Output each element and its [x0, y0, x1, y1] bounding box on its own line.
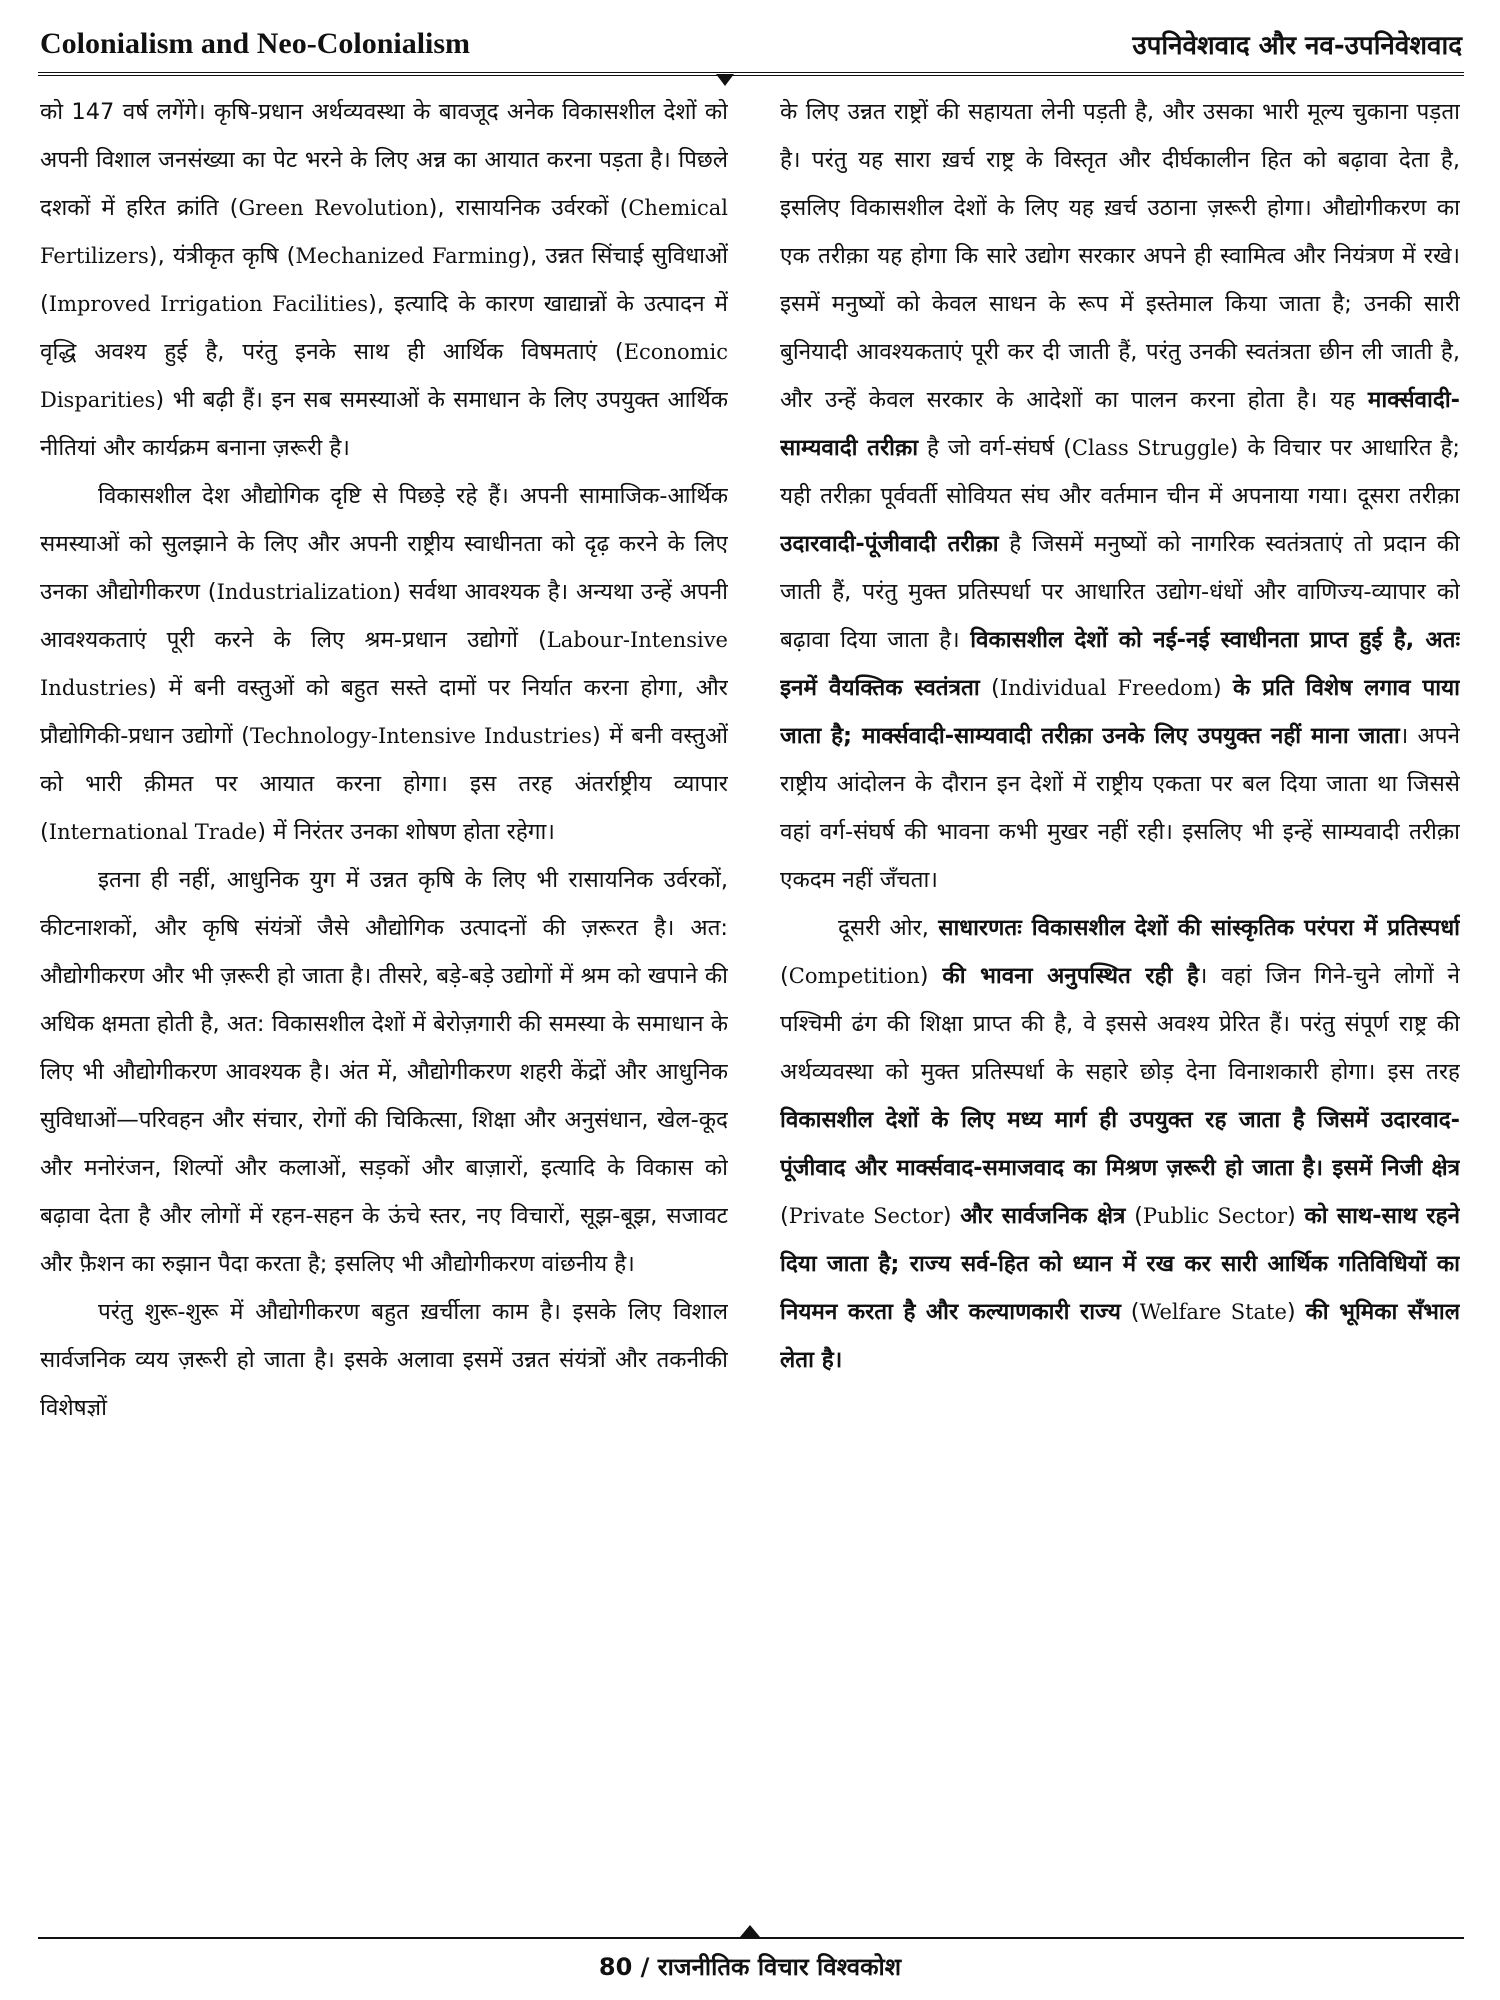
running-header — [40, 18, 1462, 70]
footer-marker-triangle-icon — [740, 1925, 760, 1937]
paragraph-1: को 147 वर्ष लगेंगे। कृषि-प्रधान अर्थव्यवस्था के बावजूद अनेक विकासशील देशों को अपनी विशाल जनसंख्या का पेट भरने के लिए अन्न का आयात करना पड़ता है। पिछले दशकों में हरित क्रांति (Green Revolution), रासायनिक उर्वरकों (Chemical Fertilizers), यंत्रीकृत कृषि (Mechanized Farming), उन्नत सिंचाई सुविधाओं (Improved Irrigation Facilities), इत्यादि के कारण खाद्यान्नों के उत्पादन में वृद्धि अवश्य हुई है, परंतु इनके साथ ही आर्थिक विषमताएं (Economic Disparities) भी बढ़ी हैं। इन सब समस्याओं के समाधान के लिए उपयुक्त आर्थिक नीतियां और कार्यक्रम बनाना ज़रूरी है। — [40, 99, 728, 461]
header-marker-triangle-icon — [716, 74, 734, 86]
header-title-hindi: उपनिवेशवाद और नव-उपनिवेशवाद — [1132, 31, 1462, 61]
right-column — [780, 88, 1460, 1918]
page-footer: 80 / राजनीतिक विचार विश्वकोश — [598, 1953, 902, 1981]
paragraph-2: विकासशील देश औद्योगिक दृष्टि से पिछड़े रहे हैं। अपनी सामाजिक-आर्थिक समस्याओं को सुलझाने के लिए और अपनी राष्ट्रीय स्वाधीनता को दृढ़ करने के लिए उनका औद्योगीकरण (Industrialization) सर्वथा आवश्यक है। अन्यथा उन्हें अपनी आवश्यकताएं पूरी करने के लिए श्रम-प्रधान उद्योगों (Labour-Intensive Industries) में बनी वस्तुओं को बहुत सस्ते दामों पर निर्यात करना होगा, और प्रौद्योगिकी-प्रधान उद्योगों (Technology-Intensive Industries) में बनी वस्तुओं को भारी क़ीमत पर आयात करना होगा। इस तरह अंतर्राष्ट्रीय व्यापार (International Trade) में निरंतर उनका शोषण होता रहेगा। — [40, 483, 728, 845]
paragraph-5: के लिए उन्नत राष्ट्रों की सहायता लेनी पड़ती है, और उसका भारी मूल्य चुकाना पड़ता है। परंतु यह सारा ख़र्च राष्ट्र के विस्तृत और दीर्घकालीन हित को बढ़ावा देता है, इसलिए विकासशील देशों के लिए यह ख़र्च उठाना ज़रूरी होगा। औद्योगीकरण का एक तरीक़ा यह होगा कि सारे उद्योग सरकार अपने ही स्वामित्व और नियंत्रण में रखे। इसमें मनुष्यों को केवल साधन के रूप में इस्तेमाल किया जाता है; उनकी सारी बुनियादी आवश्यकताएं पूरी कर दी जाती हैं, परंतु उनकी स्वतंत्रता छीन ली जाती है, और उन्हें केवल सरकार के आदेशों का पालन करना होता है। यह मार्क्सवादी-साम्यवादी तरीक़ा है जो वर्ग-संघर्ष (Class Struggle) के विचार पर आधारित है; यही तरीक़ा पूर्ववर्ती सोवियत संघ और वर्तमान चीन में अपनाया गया। दूसरा तरीक़ा उदारवादी-पूंजीवादी तरीक़ा है जिसमें मनुष्यों को नागरिक स्वतंत्रताएं तो प्रदान की जाती हैं, परंतु मुक्त प्रतिस्पर्धा पर आधारित उद्योग-धंधों और वाणिज्य-व्यापार को बढ़ावा दिया जाता है। विकासशील देशों को नई-नई स्वाधीनता प्राप्त हुई है, अतः इनमें वैयक्तिक स्वतंत्रता (Individual Freedom) के प्रति विशेष लगाव पाया जाता है; मार्क्सवादी-साम्यवादी तरीक़ा उनके लिए उपयुक्त नहीं माना जाता। अपने राष्ट्रीय आंदोलन के दौरान इन देशों में राष्ट्रीय एकता पर बल दिया जाता था जिससे वहां वर्ग-संघर्ष की भावना कभी मुखर नहीं रही। इसलिए भी इन्हें साम्यवादी तरीक़ा एकदम नहीं जँचता। — [780, 99, 1460, 893]
header-title-english: Colonialism and Neo-Colonialism — [40, 27, 471, 60]
paragraph-6: दूसरी ओर, साधारणतः विकासशील देशों की सांस्कृतिक परंपरा में प्रतिस्पर्धा (Competition) की भावना अनुपस्थित रही है। वहां जिन गिने-चुने लोगों ने पश्चिमी ढंग की शिक्षा प्राप्त की है, वे इससे अवश्य प्रेरित हैं। परंतु संपूर्ण राष्ट्र की अर्थव्यवस्था को मुक्त प्रतिस्पर्धा के सहारे छोड़ देना विनाशकारी होगा। इस तरह विकासशील देशों के लिए मध्य मार्ग ही उपयुक्त रह जाता है जिसमें उदारवाद-पूंजीवाद और मार्क्सवाद-समाजवाद का मिश्रण ज़रूरी हो जाता है। इसमें निजी क्षेत्र (Private Sector) और सार्वजनिक क्षेत्र (Public Sector) को साथ-साथ रहने दिया जाता है; राज्य सर्व-हित को ध्यान में रख कर सारी आर्थिक गतिविधियों का नियमन करता है और कल्याणकारी राज्य (Welfare State) की भूमिका सँभाल लेता है। — [780, 915, 1460, 1373]
header-rule — [38, 72, 1464, 76]
left-column — [40, 88, 728, 1918]
footer-rule — [38, 1937, 1464, 1939]
paragraph-3: इतना ही नहीं, आधुनिक युग में उन्नत कृषि के लिए भी रासायनिक उर्वरकों, कीटनाशकों, और कृषि संयंत्रों जैसे औद्योगिक उत्पादनों की ज़रूरत है। अत: औद्योगीकरण और भी ज़रूरी हो जाता है। तीसरे, बड़े-बड़े उद्योगों में श्रम को खपाने की अधिक क्षमता होती है, अत: विकासशील देशों में बेरोज़गारी की समस्या के समाधान के लिए भी औद्योगीकरण आवश्यक है। अंत में, औद्योगीकरण शहरी केंद्रों और आधुनिक सुविधाओं—परिवहन और संचार, रोगों की चिकित्सा, शिक्षा और अनुसंधान, खेल-कूद और मनोरंजन, शिल्पों और कलाओं, सड़कों और बाज़ारों, इत्यादि के विकास को बढ़ावा देता है और लोगों में रहन-सहन के ऊंचे स्तर, नए विचारों, सूझ-बूझ, सजावट और फ़ैशन का रुझान पैदा करता है; इसलिए भी औद्योगीकरण वांछनीय है। — [40, 867, 728, 1277]
paragraph-4: परंतु शुरू-शुरू में औद्योगीकरण बहुत ख़र्चीला काम है। इसके लिए विशाल सार्वजनिक व्यय ज़रूरी हो जाता है। इसके अलावा इसमें उन्नत संयंत्रों और तकनीकी विशेषज्ञों — [40, 1299, 728, 1421]
